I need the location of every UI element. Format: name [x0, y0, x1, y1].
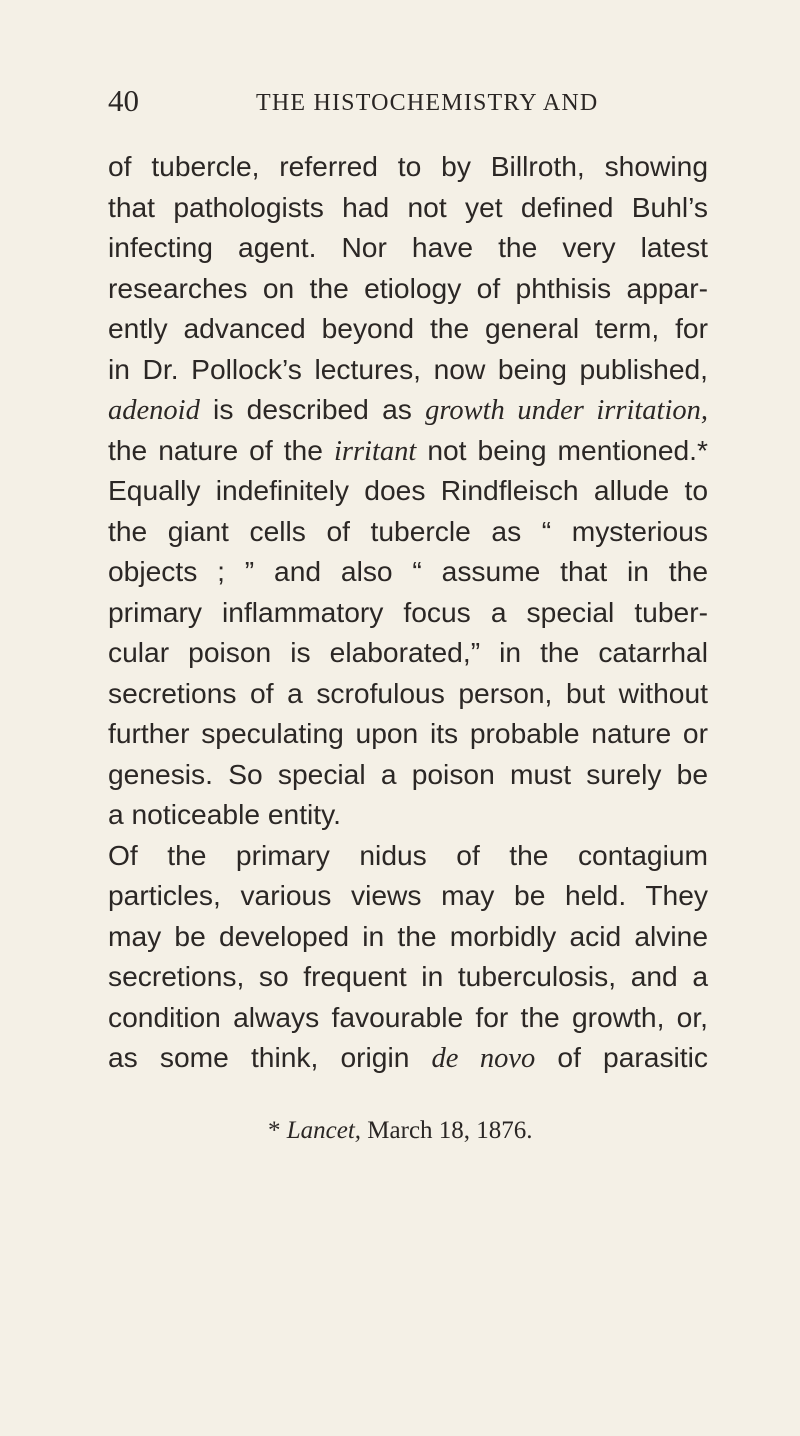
- running-head: [108, 84, 698, 124]
- text-run: the nature of the: [108, 433, 334, 466]
- italic-term: adenoid: [108, 395, 200, 426]
- text-line: ently advanced beyond the general term, for: [108, 312, 708, 344]
- text-line: further speculating upon its probable nature or: [108, 717, 708, 749]
- text-line: researches on the etiology of phthisis appar-: [108, 271, 708, 304]
- footnote-date: March 18, 1876.: [361, 1117, 533, 1144]
- text-line: a noticeable entity.: [108, 798, 341, 830]
- text-line: of tubercle, referred to by Billroth, showing: [108, 150, 708, 182]
- text-line: primary inflammatory focus a special tuber-: [108, 595, 708, 628]
- text-run: not being mentioned.*: [416, 433, 708, 466]
- text-line: [108, 389, 708, 430]
- running-title: THE HISTOCHEMISTRY AND: [256, 90, 599, 116]
- text-line: that pathologists had not yet defined Buhl’s: [108, 190, 708, 223]
- text-line: [108, 430, 708, 471]
- text-line: may be developed in the morbidly acid alvine: [108, 919, 708, 952]
- page-number: 40: [108, 83, 139, 118]
- italic-phrase: de novo: [431, 1043, 536, 1074]
- text-line: secretions, so frequent in tuberculosis, and a: [108, 960, 708, 992]
- text-line: objects ; ” and also “ assume that in the: [108, 555, 708, 587]
- italic-phrase: growth under irritation,: [425, 395, 708, 426]
- italic-term: irritant: [333, 435, 417, 467]
- footnote-marker: *: [268, 1117, 287, 1144]
- text-run: of parasitic: [535, 1041, 708, 1073]
- text-line: infecting agent. Nor have the very latest: [108, 231, 708, 263]
- text-line: in Dr. Pollock’s lectures, now being published,: [108, 352, 708, 385]
- text-line: particles, various views may be held. They: [108, 879, 708, 911]
- text-run: is described as: [199, 393, 426, 425]
- footnote-source: Lancet,: [286, 1117, 362, 1144]
- text-run: as some think, origin: [108, 1041, 432, 1073]
- text-line: secretions of a scrofulous person, but without: [108, 676, 708, 709]
- footnote: [268, 1116, 533, 1146]
- text-line: [108, 1037, 708, 1078]
- text-line: Equally indefinitely does Rindfleisch allude to: [108, 474, 708, 506]
- text-line: Of the primary nidus of the contagium: [108, 838, 708, 871]
- text-line: cular poison is elaborated,” in the catarrhal: [108, 636, 708, 668]
- text-line: genesis. So special a poison must surely be: [108, 757, 708, 790]
- text-line: the giant cells of tubercle as “ mysterious: [108, 514, 708, 547]
- body-text: [108, 146, 708, 1078]
- text-line: condition always favourable for the growth, or,: [108, 1000, 708, 1033]
